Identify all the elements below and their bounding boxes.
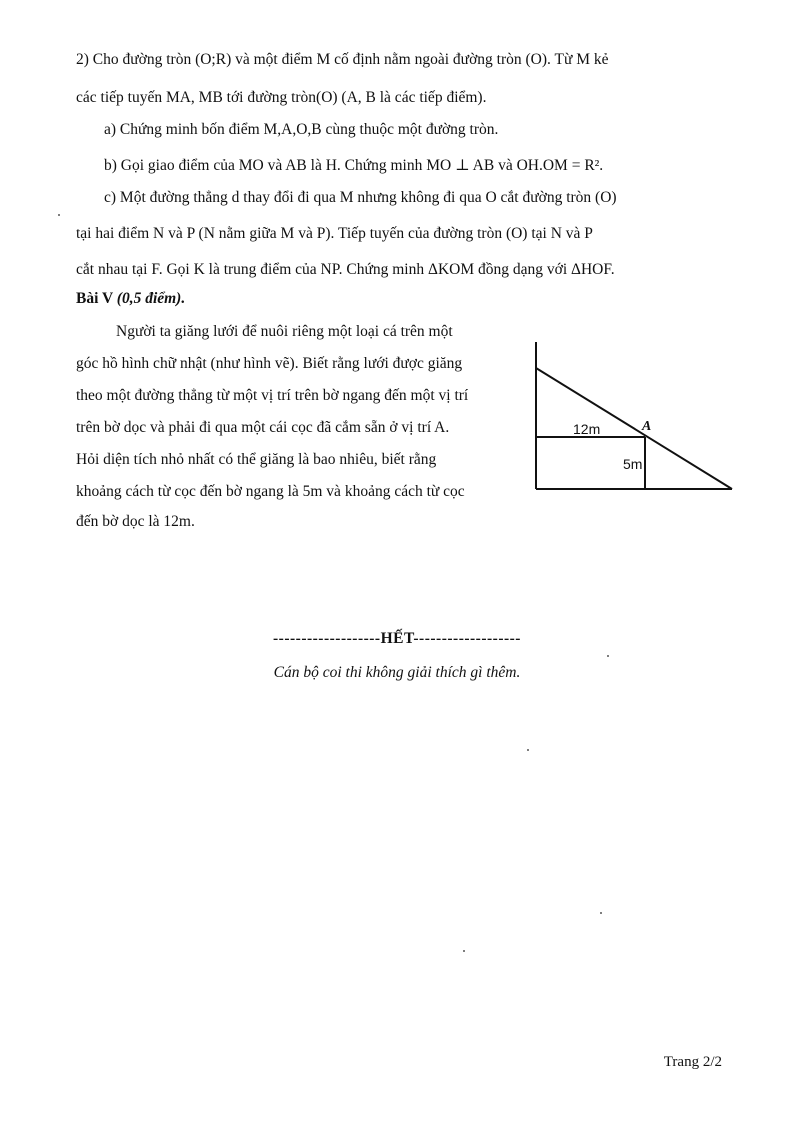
- problem2-line2: các tiếp tuyến MA, MB tới đường tròn(O) (A, B là các tiếp điểm).: [76, 89, 487, 106]
- end-mark: -------------------HẾT-------------------: [273, 630, 521, 647]
- scan-speck: [600, 912, 602, 914]
- label-5m: 5m: [623, 456, 643, 472]
- scan-speck: [58, 214, 60, 216]
- page-number: Trang 2/2: [663, 1054, 722, 1070]
- bai5-text-line: khoảng cách từ cọc đến bờ ngang là 5m và khoảng cách từ cọc: [76, 483, 465, 500]
- bai5-points: (0,5 điểm).: [116, 290, 186, 307]
- bai5-text-line: đến bờ dọc là 12m.: [76, 513, 195, 530]
- label-point-a: A: [642, 419, 652, 434]
- pond-corner-figure: [528, 338, 738, 498]
- scan-speck: [527, 749, 529, 751]
- bai5-text-line: góc hồ hình chữ nhật (như hình vẽ). Biết rằng lưới được giăng: [76, 355, 463, 372]
- bai5-heading: [76, 290, 185, 308]
- problem2-part-a: a) Chứng minh bốn điểm M,A,O,B cùng thuộc một đường tròn.: [104, 121, 499, 138]
- invigilator-note: Cán bộ coi thi không giải thích gì thêm.: [273, 664, 521, 681]
- problem2-part-b: b) Gọi giao điểm của MO và AB là H. Chứng minh MO ⊥ AB và OH.OM = R².: [104, 157, 604, 174]
- problem2-line1: 2) Cho đường tròn (O;R) và một điểm M cố định nằm ngoài đường tròn (O). Từ M kẻ: [76, 51, 609, 68]
- problem2-part-c-line2: tại hai điểm N và P (N nằm giữa M và P). Tiếp tuyến của đường tròn (O) tại N và P: [76, 225, 593, 242]
- bai5-text-line: theo một đường thẳng từ một vị trí trên bờ ngang đến một vị trí: [76, 387, 469, 404]
- bai5-title: Bài V: [76, 290, 113, 307]
- label-12m: 12m: [573, 421, 601, 437]
- bai5-text-line: Hỏi diện tích nhỏ nhất có thể giăng là bao nhiêu, biết rằng: [76, 451, 437, 468]
- problem2-part-c-line1: c) Một đường thẳng d thay đổi đi qua M nhưng không đi qua O cắt đường tròn (O): [104, 189, 617, 206]
- scan-speck: [607, 655, 609, 657]
- problem2-part-c-line3: cắt nhau tại F. Gọi K là trung điểm của NP. Chứng minh ΔKOM đồng dạng với ΔHOF.: [76, 261, 615, 278]
- bai5-text-line: Người ta giăng lưới để nuôi riêng một loại cá trên một: [116, 323, 453, 340]
- bai5-text-line: trên bờ dọc và phải đi qua một cái cọc đã cắm sẵn ở vị trí A.: [76, 419, 450, 436]
- scan-speck: [463, 950, 465, 952]
